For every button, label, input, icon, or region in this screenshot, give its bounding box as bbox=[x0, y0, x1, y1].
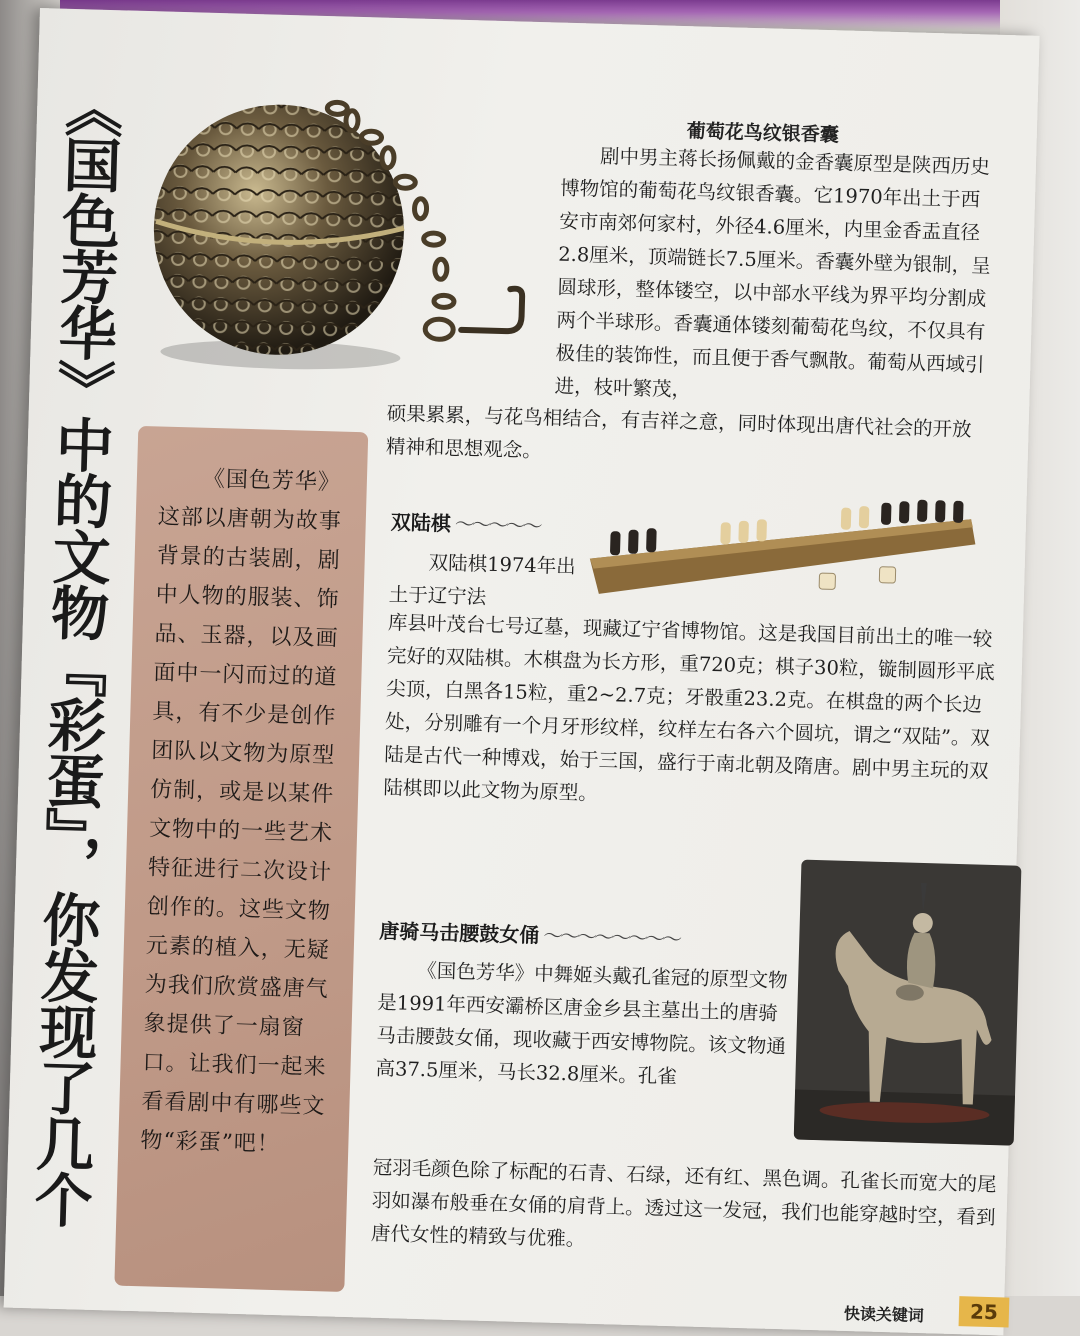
horse-figurine-image bbox=[794, 860, 1022, 1146]
wave-underline: ～～～～～ bbox=[454, 511, 541, 539]
intro-text: 《国色芳华》这部以唐朝为故事背景的古装剧，剧中人物的服装、饰品、玉器，以及画面中一闪而过的道具，有不少是创作团队以文物为原型仿制，或是以某件文物中的一些艺术特征进行二次设计创作的。这些文物元素的植入，无疑为我们欣赏盛唐气象提供了一扇窗口。让我们一起来看看剧中有哪些文物“彩蛋”吧！ bbox=[140, 466, 343, 1158]
wave-underline: ～～～～～～～～ bbox=[542, 923, 680, 952]
horse-figurine-text-b: 冠羽毛颜色除了标配的石青、石绿，还有红、黑色调。孔雀长而宽大的尾羽如瀑布般垂在女俑的肩背上。透过这一发冠，我们也能穿越时空，看到唐代女性的精致与优雅。 bbox=[370, 1155, 997, 1251]
horse-figurine-photo bbox=[794, 860, 1022, 1146]
silver-incense-ball-photo bbox=[120, 70, 548, 382]
book-page bbox=[4, 8, 1040, 1335]
section-title-shuanglu bbox=[390, 506, 540, 539]
shuanglu-text-b: 库县叶茂台七号辽墓，现藏辽宁省博物馆。这是我国目前出土的唯一较完好的双陆棋。木棋盘为长方形，重720克；棋子30粒，镟制圆形平底尖顶，白黑各15粒，重2~2.7克；牙骰重23.2克。在棋盘的两个长边处，分别雕有一个月牙形纹样，纹样左右各六个圆坑，谓之“双陆”。双陆是古代一种博戏，始于三国，盛行于南北朝及隋唐。剧中男主玩的双陆棋即以此文物为原型。 bbox=[383, 610, 996, 805]
incense-ball-text-a: 剧中男主蒋长扬佩戴的金香囊原型是陕西历史博物馆的葡萄花鸟纹银香囊。它1970年出土于西安市南郊何家村，外径4.6厘米，内里金香盂直径2.8厘米，顶端链长7.5厘米。香囊外壁为银制，呈圆球形，整体镂空，以中部水平线为界平均分割成两个半球形。香囊通体镂刻葡萄花鸟纹，不仅具有极佳的装饰性，而且便于香气飘散。葡萄从西域引进，枝叶繁茂， bbox=[554, 144, 992, 402]
section-title-horse-figurine bbox=[379, 915, 680, 952]
page-number: 25 bbox=[959, 1296, 1010, 1327]
shuanglu-text-a: 双陆棋1974年出土于辽宁法 bbox=[388, 551, 577, 609]
horse-title-text: 唐骑马击腰鼓女俑 bbox=[379, 918, 540, 948]
vertical-title: 《国色芳华》中的文物『彩蛋』，你发现了几个 bbox=[24, 78, 125, 1227]
shuanglu-board-photo bbox=[578, 488, 981, 619]
section-title-incense-ball: 葡萄花鸟纹银香囊 bbox=[686, 120, 840, 147]
incense-ball-text-b: 硕果累累，与花鸟相结合，有吉祥之意，同时体现出唐代社会的开放精神和思想观念。 bbox=[385, 401, 972, 463]
intro-box bbox=[114, 426, 368, 1292]
shuanglu-title-text: 双陆棋 bbox=[390, 509, 452, 536]
footer-label: 快读关键词 bbox=[843, 1303, 925, 1326]
horse-figurine-text-a: 《国色芳华》中舞姬头戴孔雀冠的原型文物是1991年西安灞桥区唐金乡县主墓出土的唐骑马击腰鼓女俑，现收藏于西安博物院。该文物通高37.5厘米，马长32.8厘米。孔雀 bbox=[375, 958, 788, 1089]
